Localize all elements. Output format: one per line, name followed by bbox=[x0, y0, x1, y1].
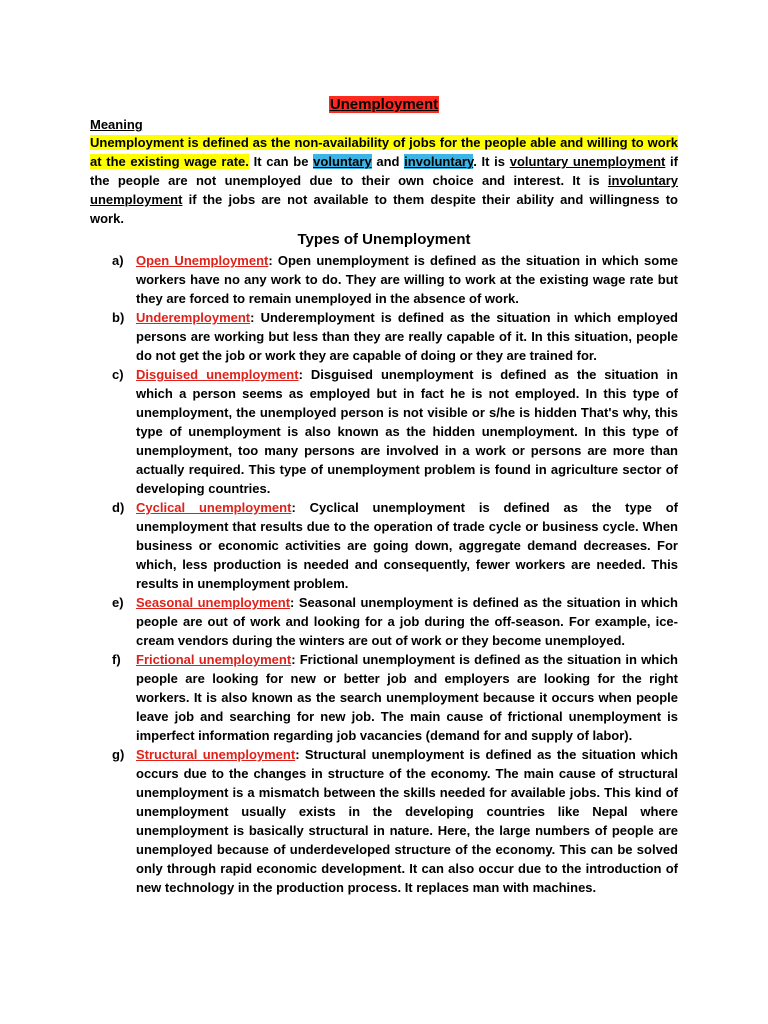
type-term: Frictional unemployment bbox=[136, 652, 292, 667]
type-letter: a) bbox=[112, 253, 124, 268]
title-text: Unemployment bbox=[329, 96, 439, 113]
type-description: : Seasonal unemployment is defined as the situation in which people are out of work and looking for a job during the off-season. For example, ice-cream vendors during the winters are out of work or they become unemployed. bbox=[136, 595, 679, 648]
type-term: Structural unemployment bbox=[136, 747, 296, 762]
type-letter: d) bbox=[112, 500, 125, 515]
meaning-text: and bbox=[371, 154, 405, 169]
type-item bbox=[112, 251, 678, 308]
type-description: : Structural unemployment is defined as the situation which occurs due to the changes in structure of the economy. The main cause of structural unemployment is a mismatch between the skills needed for available jobs. This kind of unemployment usually exists in the developing countries like Nepal where unemployment is basically structural in nature. Here, the large numbers of people are unemployed because of underdeveloped structure of the economy. This can be solved only through rapid economic development. It can also occur due to the introduction of new technology in the production process. It replaces man with machines. bbox=[136, 747, 678, 895]
meaning-text: It can be bbox=[248, 154, 314, 169]
type-description: : Open unemployment is defined as the situation in which some workers have no any work to do. They are willing to work at the existing wage rate but they are forced to remain unemployed in the absence of work. bbox=[136, 253, 678, 306]
type-term: Disguised unemployment bbox=[136, 367, 299, 382]
voluntary-underlined: voluntary unemployment bbox=[509, 154, 666, 169]
type-item bbox=[112, 593, 678, 650]
type-letter: c) bbox=[112, 367, 124, 382]
type-item bbox=[112, 308, 678, 365]
type-letter: b) bbox=[112, 310, 125, 325]
type-term: Cyclical unemployment bbox=[136, 500, 292, 515]
type-description: : Frictional unemployment is defined as the situation in which people are looking for new or better job and employers are looking for the right workers. It is also known as the search unemployment because it occurs when people leave job and searching for new job. The main cause of frictional unemployment is imperfect information regarding job vacancies (demand for and supply of labor). bbox=[136, 652, 679, 743]
type-item bbox=[112, 498, 678, 593]
type-description: : Underemployment is defined as the situation in which employed persons are working but less than they are really capable of it. In this situation, people do not get the job or work they are capable of doing or they are trained for. bbox=[136, 310, 678, 363]
type-term: Underemployment bbox=[136, 310, 251, 325]
type-item bbox=[112, 365, 678, 498]
types-list bbox=[112, 251, 678, 897]
type-term: Seasonal unemployment bbox=[136, 595, 291, 610]
meaning-paragraph bbox=[90, 133, 678, 228]
voluntary-highlight: voluntary bbox=[313, 154, 372, 169]
involuntary-highlight: involuntary bbox=[404, 154, 474, 169]
type-item bbox=[112, 745, 678, 897]
type-description: : Disguised unemployment is defined as the situation in which a person seems as employed but in fact he is not employed. In this type of unemployment, the unemployed person is not visible or s/he is hidden That's why, this type of unemployment is also known as the hidden unemployment. In this type of unemployment, too many persons are involved in a work or persons are more than actually required. This type of unemployment problem is found in agriculture sector of developing countries. bbox=[136, 367, 678, 496]
types-heading: Types of Unemployment bbox=[297, 231, 471, 248]
meaning-text: . It is bbox=[473, 154, 510, 169]
type-letter: f) bbox=[112, 652, 121, 667]
page-title bbox=[0, 96, 768, 114]
type-term: Open Unemployment bbox=[136, 253, 269, 268]
type-item bbox=[112, 650, 678, 745]
definition-highlight: Unemployment is defined as the non-availability of jobs for the people able and willing to work at the existing wage rate. bbox=[90, 135, 678, 169]
type-letter: g) bbox=[112, 747, 125, 762]
type-description: : Cyclical unemployment is defined as the type of unemployment that results due to the operation of trade cycle or business cycle. When business or economic activities are going down, aggregate demand decreases. For which, less production is needed and consequently, fewer workers are needed. This results in unemployment problem. bbox=[136, 500, 678, 591]
meaning-heading: Meaning bbox=[90, 117, 143, 132]
type-letter: e) bbox=[112, 595, 124, 610]
meaning-text: if the people are not unemployed due to their own choice and interest. It is bbox=[90, 154, 678, 188]
involuntary-underlined: involuntary unemployment bbox=[90, 173, 678, 207]
meaning-text: if the jobs are not available to them despite their ability and willingness to work. bbox=[90, 192, 678, 226]
